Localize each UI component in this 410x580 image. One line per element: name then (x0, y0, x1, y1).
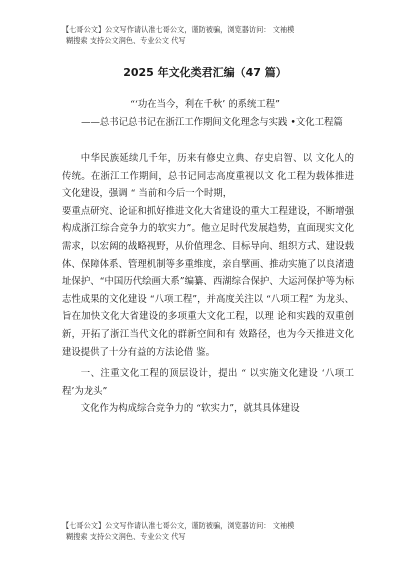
footer-line-1: 【七哥公文】公文写作请认准七哥公文，谨防被骗，浏览器访问： 文袖模 (62, 521, 295, 530)
body-paragraph: 要重点研究、论证和抓好推进文化大省建设的重大工程建设，不断增强构成浙江综合竞争力的软实力”。他立足时代发展趋势，直面现实文化需求，以宏阔的战略视野，从价值理念、目标导向、组织方式、建设载体、保障体系、管理机制等多重维度，亲自擘画、推动实施了以良渚遗址保护、“中国历代绘画大系”编纂、西湖综合保护、大运河保护等为标志性成果的文化建设 “八项工程”，并高度关注以 “八项工程” 为龙头、 旨在加快文化大省建设的多项重大文化工程，以理 论和实践的双重创新，开拓了浙江当代文化的群新空间和有 效路径，也为今天推进文化建设提供了十分有益的方法论借 鉴。 (62, 205, 354, 358)
document-body (62, 150, 354, 418)
document-subtitle-quote: “‘功在当今，利在千秋’ 的系统工程” (130, 99, 280, 110)
page-header (62, 24, 400, 46)
body-paragraph: 文化作为构成综合竞争力的 “软实力”，就其具体建设 (80, 403, 300, 415)
document-title: 2025 年文化类君汇编（47 篇） (123, 66, 287, 79)
body-paragraph: 中华民族延续几千年，历来有修史立典、存史启智、以 文化人的传统。在浙江工作期间，总书记同志高度重视以文 化工程为载体推进文化建设，强调 “ 当前和今后一个时期， (62, 153, 354, 200)
footer-line-2: 糊搜索 支持公文润色、专业公文 代写 (66, 532, 186, 541)
page-footer (62, 520, 400, 542)
header-line-2: 糊搜索 支持公文润色、专业公文 代写 (66, 36, 186, 45)
section-heading: 一、注重文化工程的顶层设计，提出 “ 以实施文化建设 ‘八项工程’为龙头” (62, 368, 354, 397)
header-line-1: 【七哥公文】公文写作请认准七哥公文，谨防被骗，浏览器访问： 文袖模 (62, 25, 295, 34)
document-subtitle-series: ——总书记总书记在浙江工作期间文化理念与实践 •文化工程篇 (81, 117, 343, 128)
